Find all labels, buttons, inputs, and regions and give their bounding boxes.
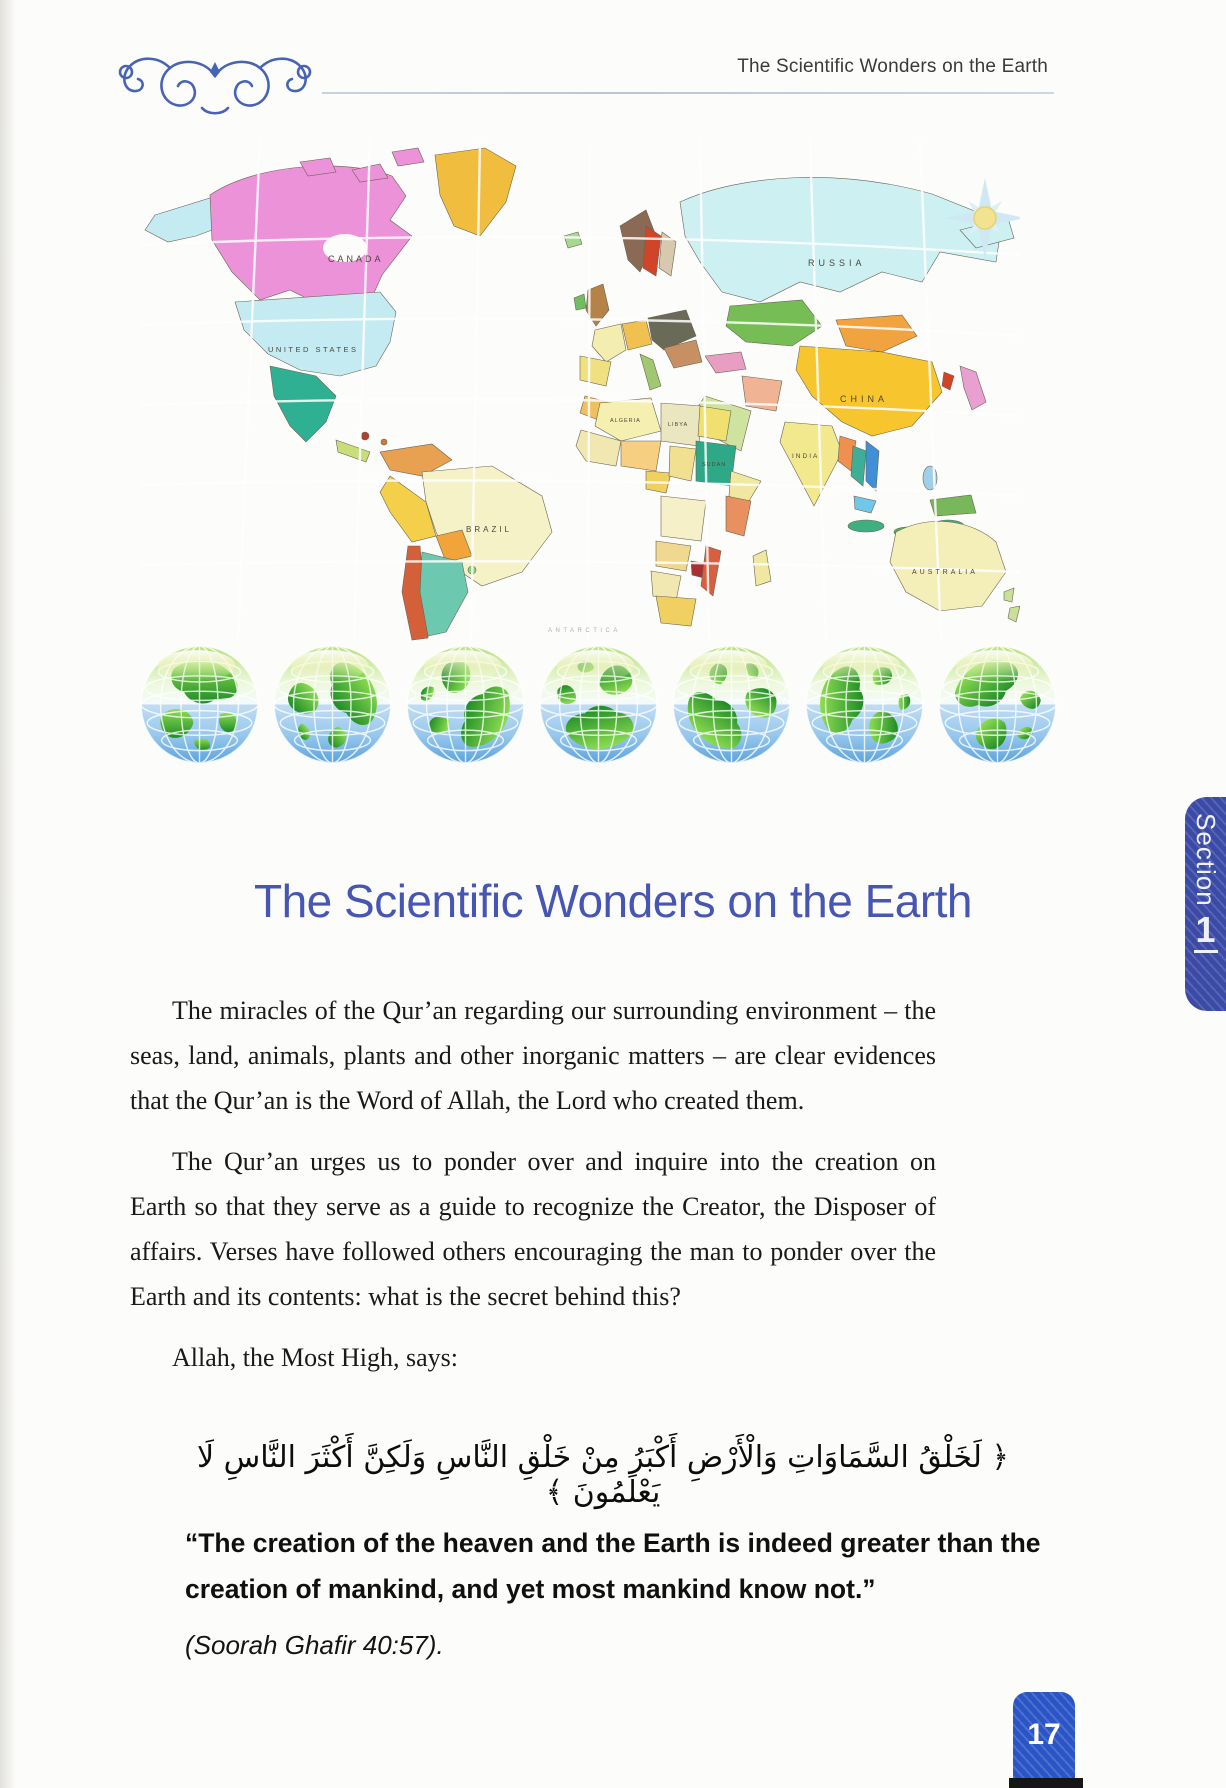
label-india: INDIA	[792, 453, 820, 460]
world-map	[140, 136, 1020, 644]
running-header: The Scientific Wonders on the Earth	[737, 56, 1048, 77]
body-text	[130, 988, 936, 1396]
page-number-tab	[1013, 1692, 1075, 1778]
verse-translation: “The creation of the heaven and the Earth is indeed greater than the creation of mankind, and yet most mankind know not.”	[185, 1528, 1041, 1604]
verse-reference: (Soorah Ghafir 40:57).	[185, 1630, 444, 1660]
page-number: 17	[1027, 1718, 1061, 1751]
label-antarctica: ANTARCTICA	[548, 628, 621, 634]
globe-icon	[803, 643, 926, 766]
label-canada: CANADA	[328, 254, 384, 264]
globe-icon	[138, 643, 261, 766]
section-tab-underline	[1194, 950, 1218, 953]
paragraph: The miracles of the Qur’an regarding our surrounding environment – the seas, land, animals, plants and other inorganic matters – are clear evidences that the Qur’an is the Word of Allah, the Lord who created them.	[130, 996, 936, 1115]
label-libya: LIBYA	[668, 422, 689, 428]
page-title: The Scientific Wonders on the Earth	[253, 874, 973, 927]
label-brazil: BRAZIL	[466, 525, 513, 534]
label-china: CHINA	[840, 394, 889, 404]
globe-icon	[936, 643, 1059, 766]
paragraph: Allah, the Most High, says:	[172, 1343, 458, 1372]
section-tab-number: 1	[1195, 908, 1216, 950]
header-rule	[322, 92, 1054, 94]
label-russia: RUSSIA	[808, 258, 866, 268]
bottom-bar	[1009, 1778, 1083, 1788]
paragraph: The Qur’an urges us to ponder over and inquire into the creation on Earth so that they serve as a guide to recognize the Creator, the Disposer of affairs. Verses have followed others encouraging the man to ponder over the Earth and its contents: what is the secret behind this?	[130, 1147, 936, 1311]
map-countries	[145, 148, 1020, 640]
label-united-states: UNITED STATES	[268, 345, 359, 354]
section-tab-label: Section	[1191, 813, 1221, 907]
quran-verse-arabic: ﴿ لَخَلْقُ السَّمَاوَاتِ وَالْأَرْضِ أَكْبَرُ مِنْ خَلْقِ النَّاسِ وَلَكِنَّ أَكْثَرَ النَّاسِ لَا يَعْلَمُونَ ﴾	[197, 1440, 1009, 1510]
globes-row	[138, 643, 1064, 767]
globe-icon	[404, 643, 527, 766]
label-algeria: ALGERIA	[610, 418, 641, 424]
section-tab	[1185, 797, 1226, 1011]
label-sudan: SUDAN	[702, 462, 727, 468]
globe-icon	[537, 643, 660, 766]
globe-icon	[271, 643, 394, 766]
label-australia: AUSTRALIA	[912, 569, 978, 576]
globe-icon	[670, 643, 793, 766]
